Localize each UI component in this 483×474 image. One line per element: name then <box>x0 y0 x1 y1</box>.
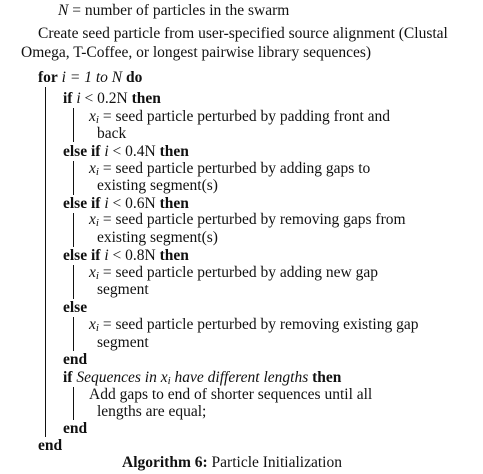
assign-text: = seed particle perturbed by removing gaps from <box>98 211 406 228</box>
branch-4-cond <box>63 247 189 264</box>
branch-1-line-2: back <box>97 125 127 142</box>
assign-text: = seed particle perturbed by padding front and <box>98 108 391 125</box>
cond-var: i <box>76 90 81 107</box>
cond-expr: < 0.8N <box>108 247 156 264</box>
branch-3-cond <box>63 195 189 212</box>
assign-text: = seed particle perturbed by removing existing gap <box>98 316 419 333</box>
cond-var: i <box>104 143 109 160</box>
end-for: end <box>38 437 63 454</box>
kw-then: then <box>159 247 189 264</box>
branch-2-bar <box>73 161 74 195</box>
assign-sub: i <box>95 217 99 229</box>
header-var: N <box>58 2 69 19</box>
cond-expr: < 0.4N <box>108 143 156 160</box>
kw-do: do <box>125 69 143 86</box>
assign-sub: i <box>95 322 99 334</box>
intro-line-2: Omega, T-Coffee, or longest pairwise library sequences) <box>21 44 372 61</box>
branch-2-cond <box>63 143 189 160</box>
kw-then: then <box>159 195 189 212</box>
cond-var: x <box>160 369 168 386</box>
kw-if: if <box>63 90 73 107</box>
branch-3-bar <box>73 213 74 247</box>
for-range: i = 1 to N <box>61 69 123 86</box>
kw-else-if: else if <box>63 247 101 264</box>
intro-line-1: Create seed particle from user-specified source alignment (Clustal <box>38 25 448 42</box>
if-lengths-line-1: Add gaps to end of shorter sequences until all <box>89 386 373 403</box>
kw-for: for <box>38 69 58 86</box>
kw-if: if <box>63 369 73 386</box>
header-line <box>58 2 289 19</box>
cond-var: i <box>104 247 109 264</box>
kw-then: then <box>159 143 189 160</box>
kw-else-if: else if <box>63 195 101 212</box>
branch-3-line-2: existing segment(s) <box>97 229 218 246</box>
if-lengths-bar <box>73 387 74 420</box>
assign-var: x <box>89 316 96 333</box>
if-lengths-line-2: lengths are equal; <box>97 403 207 420</box>
assign-var: x <box>89 108 96 125</box>
kw-else: else <box>63 299 88 316</box>
cond-pre: Sequences in <box>76 369 161 386</box>
kw-else-if: else if <box>63 143 101 160</box>
assign-text: = seed particle perturbed by adding new gap <box>98 264 378 281</box>
end-inner: end <box>63 351 88 368</box>
cond-var: i <box>104 195 109 212</box>
assign-sub: i <box>95 166 99 178</box>
assign-var: x <box>89 211 96 228</box>
assign-var: x <box>89 264 96 281</box>
header-text: = number of particles in the swarm <box>68 2 290 19</box>
end-if: end <box>63 420 88 437</box>
branch-4-line-2: segment <box>97 281 149 298</box>
caption-text: Particle Initialization <box>207 454 342 471</box>
branch-4-bar <box>73 265 74 299</box>
branch-2-line-2: existing segment(s) <box>97 177 218 194</box>
caption-label: Algorithm 6: <box>122 454 208 471</box>
kw-then: then <box>131 90 161 107</box>
cond-expr: < 0.6N <box>108 195 156 212</box>
else-line-2: segment <box>97 334 149 351</box>
cond-expr: < 0.2N <box>80 90 128 107</box>
for-line <box>38 69 142 86</box>
branch-1-cond <box>63 90 161 107</box>
cond-post: have different lengths <box>170 369 309 386</box>
assign-sub: i <box>95 114 99 126</box>
else-bar <box>73 317 74 351</box>
for-block-bar <box>45 87 46 437</box>
assign-text: = seed particle perturbed by adding gaps to <box>98 160 371 177</box>
branch-1-line-1 <box>89 108 390 129</box>
assign-var: x <box>89 160 96 177</box>
branch-1-bar <box>73 108 74 142</box>
assign-sub: i <box>95 270 99 282</box>
algorithm-caption <box>122 454 342 471</box>
cond-sub: i <box>167 375 171 387</box>
kw-then: then <box>312 369 342 386</box>
else-kw <box>63 299 87 316</box>
